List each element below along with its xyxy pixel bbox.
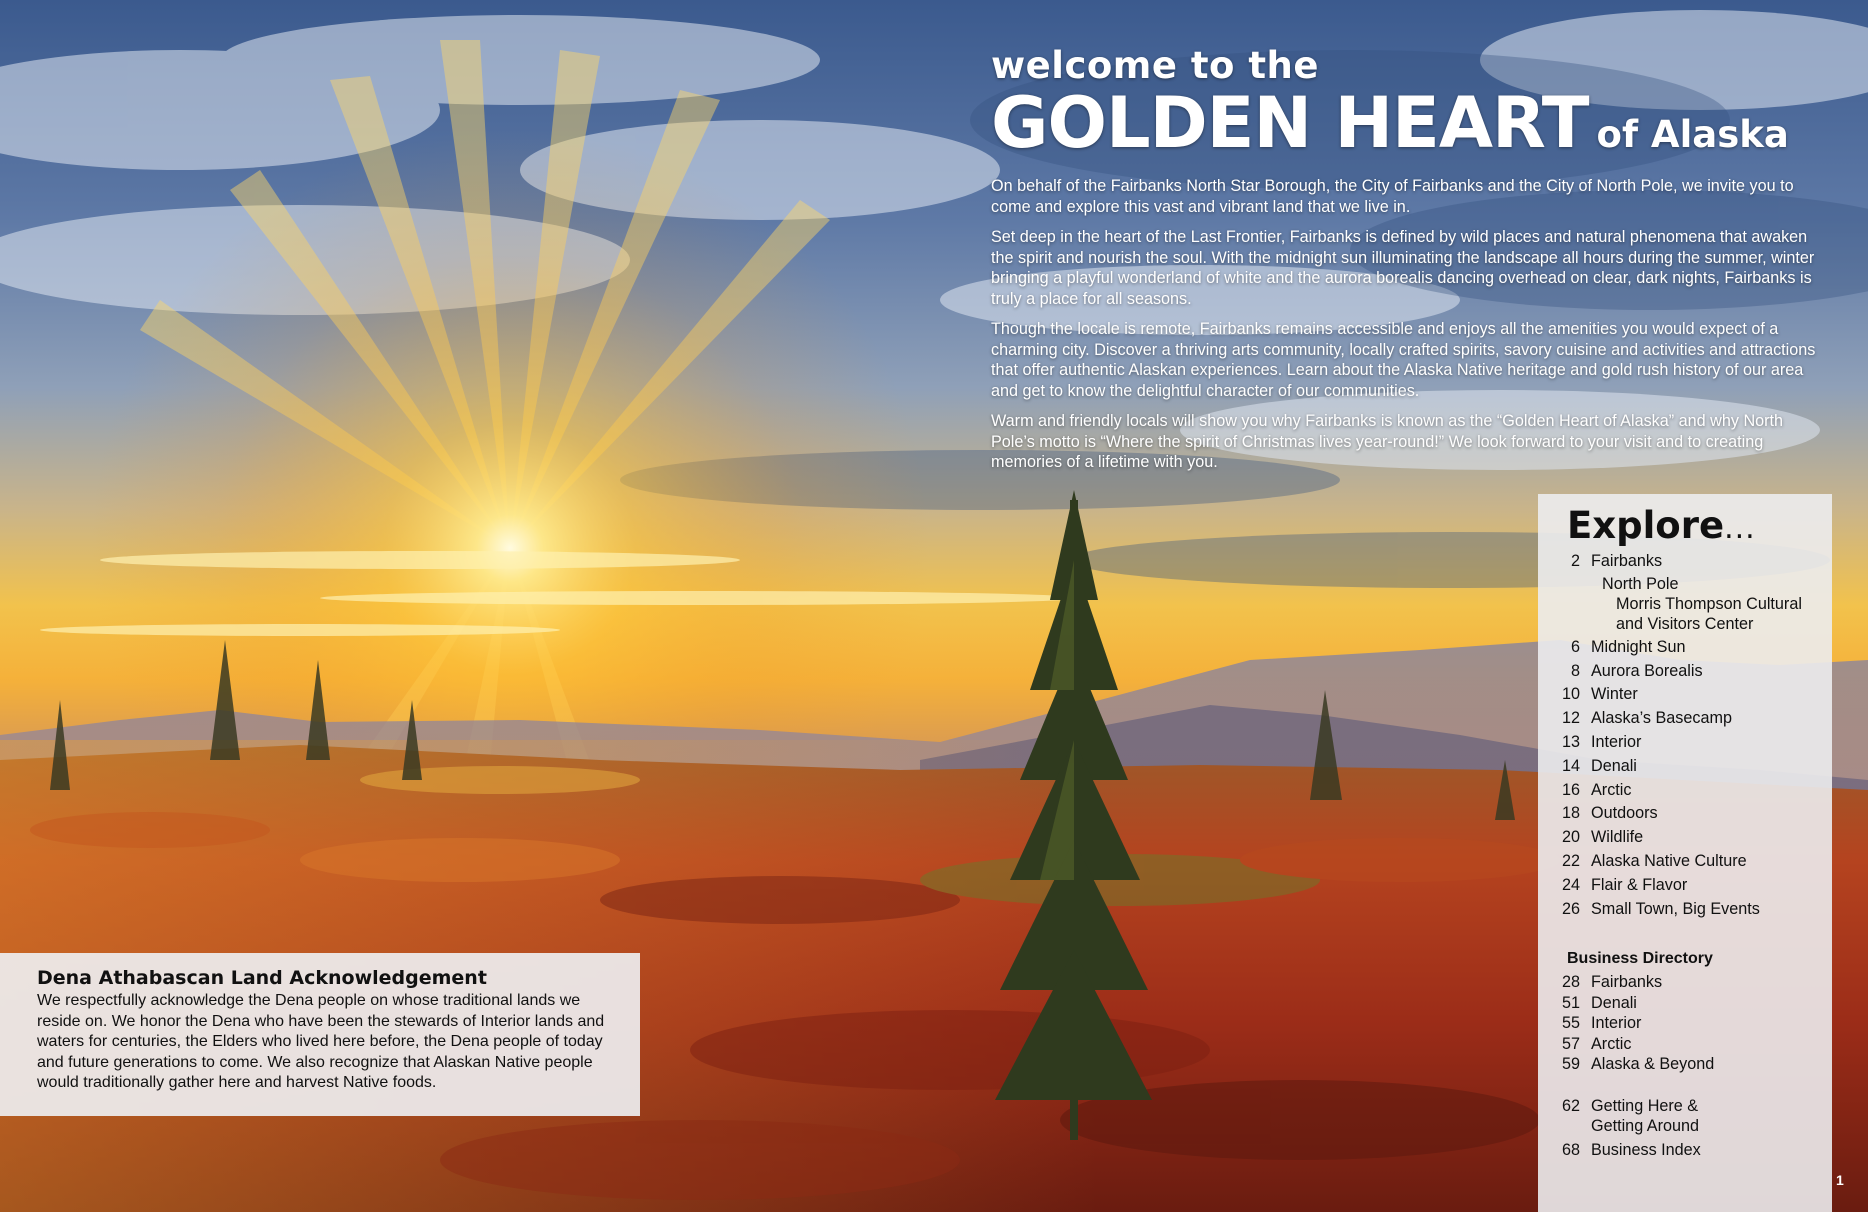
toc-entry[interactable] [1538, 900, 1832, 919]
toc-page-number: 20 [1561, 828, 1580, 847]
toc-title: Alaska & Beyond [1591, 1055, 1715, 1073]
toc-entry[interactable] [1538, 757, 1832, 776]
directory-entry[interactable] [1538, 993, 1832, 1014]
intro-paragraph: Though the locale is remote, Fairbanks remains accessible and enjoys all the amenities you would expect of a charming city. Discover a thriving arts community, locally crafted spirits, savory cuisine and activities and attractions that offer authentic Alaskan experiences. Learn about the Alaska Native heritage and gold rush history of our area and get to know the delightful character of our communities. [991, 320, 1816, 400]
page-number: 1 [1836, 1172, 1844, 1188]
toc-page-number: 28 [1561, 973, 1580, 991]
toc-page-number: 13 [1561, 732, 1580, 751]
explore-heading-dots: ... [1724, 511, 1756, 546]
toc-title: Denali [1591, 756, 1637, 775]
title-suffix: of Alaska [1596, 113, 1789, 156]
explore-panel [1538, 494, 1832, 1212]
toc-entry[interactable] [1538, 552, 1832, 571]
toc-entry[interactable] [1538, 828, 1832, 847]
explore-heading [1567, 500, 1756, 555]
toc-title: Interior [1591, 732, 1642, 751]
toc-entry-business-index[interactable] [1538, 1140, 1832, 1161]
toc-sub-entry[interactable]: and Visitors Center [1616, 614, 1754, 633]
toc-sub-entry[interactable]: Morris Thompson Cultural [1616, 594, 1802, 613]
toc-page-number: 18 [1561, 804, 1580, 823]
toc-title: Midnight Sun [1591, 637, 1686, 656]
intro-section [991, 44, 1821, 473]
directory-entry[interactable] [1538, 1013, 1832, 1034]
intro-paragraph: On behalf of the Fairbanks North Star Borough, the City of Fairbanks and the City of North Pole, we invite you to come and explore this vast and vibrant land that we live in. [991, 177, 1794, 216]
toc-title: Fairbanks [1591, 552, 1663, 570]
toc-page-number: 10 [1561, 685, 1580, 704]
toc-title: Business Index [1591, 1140, 1701, 1159]
intro-paragraph: Warm and friendly locals will show you why Fairbanks is known as the “Golden Heart of Alaska” and why North Pole’s motto is “Where the spirit of Christmas lives year-round!” We look forward to your visit and to creating memories of a lifetime with you. [991, 412, 1784, 471]
directory-entry[interactable] [1538, 1054, 1832, 1075]
toc-page-number: 6 [1570, 637, 1580, 656]
toc-page-number: 57 [1561, 1034, 1580, 1053]
toc-sub-entry[interactable]: North Pole [1602, 574, 1679, 593]
toc-entry-getting-here[interactable] [1538, 1096, 1832, 1117]
toc-title: Outdoors [1591, 804, 1658, 823]
toc-entry[interactable] [1538, 685, 1832, 704]
intro-paragraph: Set deep in the heart of the Last Frontier, Fairbanks is defined by wild places and natural phenomena that awaken the spirit and nourish the soul. With the midnight sun illuminating the landscape all hours during the summer, winter bringing a playful wonderland of white and the aurora borealis dancing overhead on clear, dark nights, Fairbanks is truly a place for all seasons. [991, 228, 1815, 308]
toc-page-number: 14 [1561, 756, 1580, 775]
toc-page-number: 24 [1561, 875, 1580, 894]
land-acknowledgement-title: Dena Athabascan Land Acknowledgement [37, 967, 487, 989]
toc-title: Flair & Flavor [1591, 875, 1688, 894]
toc-entry[interactable] [1538, 852, 1832, 871]
toc-entry[interactable] [1538, 781, 1832, 800]
toc-title: Denali [1591, 993, 1637, 1012]
toc-entry[interactable] [1538, 733, 1832, 752]
toc-entry[interactable] [1538, 709, 1832, 728]
toc-title: Arctic [1591, 780, 1632, 799]
toc-title: Arctic [1591, 1034, 1632, 1053]
toc-title: Alaska’s Basecamp [1591, 709, 1732, 728]
toc-title: Wildlife [1591, 828, 1644, 847]
toc-entry[interactable] [1538, 804, 1832, 823]
toc-title: Getting Here & [1591, 1096, 1699, 1115]
toc-page-number: 2 [1570, 552, 1580, 570]
toc-title: Winter [1591, 685, 1638, 704]
explore-heading-text: Explore [1567, 504, 1725, 547]
toc-title: Aurora Borealis [1591, 661, 1703, 680]
toc-page-number: 59 [1561, 1055, 1580, 1073]
toc-title: Small Town, Big Events [1591, 899, 1760, 918]
welcome-kicker: welcome to the [991, 44, 1319, 87]
page-title [991, 82, 1821, 164]
toc-page-number: 22 [1561, 851, 1580, 870]
toc-sub-entries [1538, 574, 1832, 634]
toc-entry[interactable] [1538, 638, 1832, 657]
business-directory-list [1538, 972, 1832, 1160]
toc-page-number: 12 [1561, 709, 1580, 728]
land-acknowledgement-body: We respectfully acknowledge the Dena people on whose traditional lands we reside on. We honor the Dena who have been the stewards of Interior lands and waters for centuries, the Elders who lived here before, the Dena people of today and future generations to come. We also recognize that Alaskan Native people would traditionally gather here and harvest Native foods. [37, 992, 605, 1091]
toc-title: Fairbanks [1591, 973, 1663, 991]
title-golden-heart: GOLDEN HEART [991, 82, 1589, 164]
directory-entry[interactable] [1538, 972, 1832, 993]
toc-entry[interactable] [1538, 876, 1832, 895]
toc-page-number: 68 [1561, 1140, 1580, 1159]
toc-title-continuation: Getting Around [1591, 1117, 1699, 1135]
land-acknowledgement-box [0, 953, 640, 1116]
toc-page-number: 62 [1561, 1096, 1580, 1115]
business-directory-heading: Business Directory [1567, 950, 1713, 967]
toc-page-number: 8 [1570, 661, 1580, 680]
toc-page-number: 51 [1561, 993, 1580, 1012]
toc-title: Interior [1591, 1014, 1642, 1032]
toc-page-number: 16 [1561, 780, 1580, 799]
toc-title: Alaska Native Culture [1591, 851, 1747, 870]
directory-entry[interactable] [1538, 1034, 1832, 1055]
toc-entry[interactable] [1538, 662, 1832, 681]
toc-page-number: 55 [1561, 1014, 1580, 1032]
toc-page-number: 26 [1561, 899, 1580, 918]
contents-list [1538, 552, 1832, 923]
